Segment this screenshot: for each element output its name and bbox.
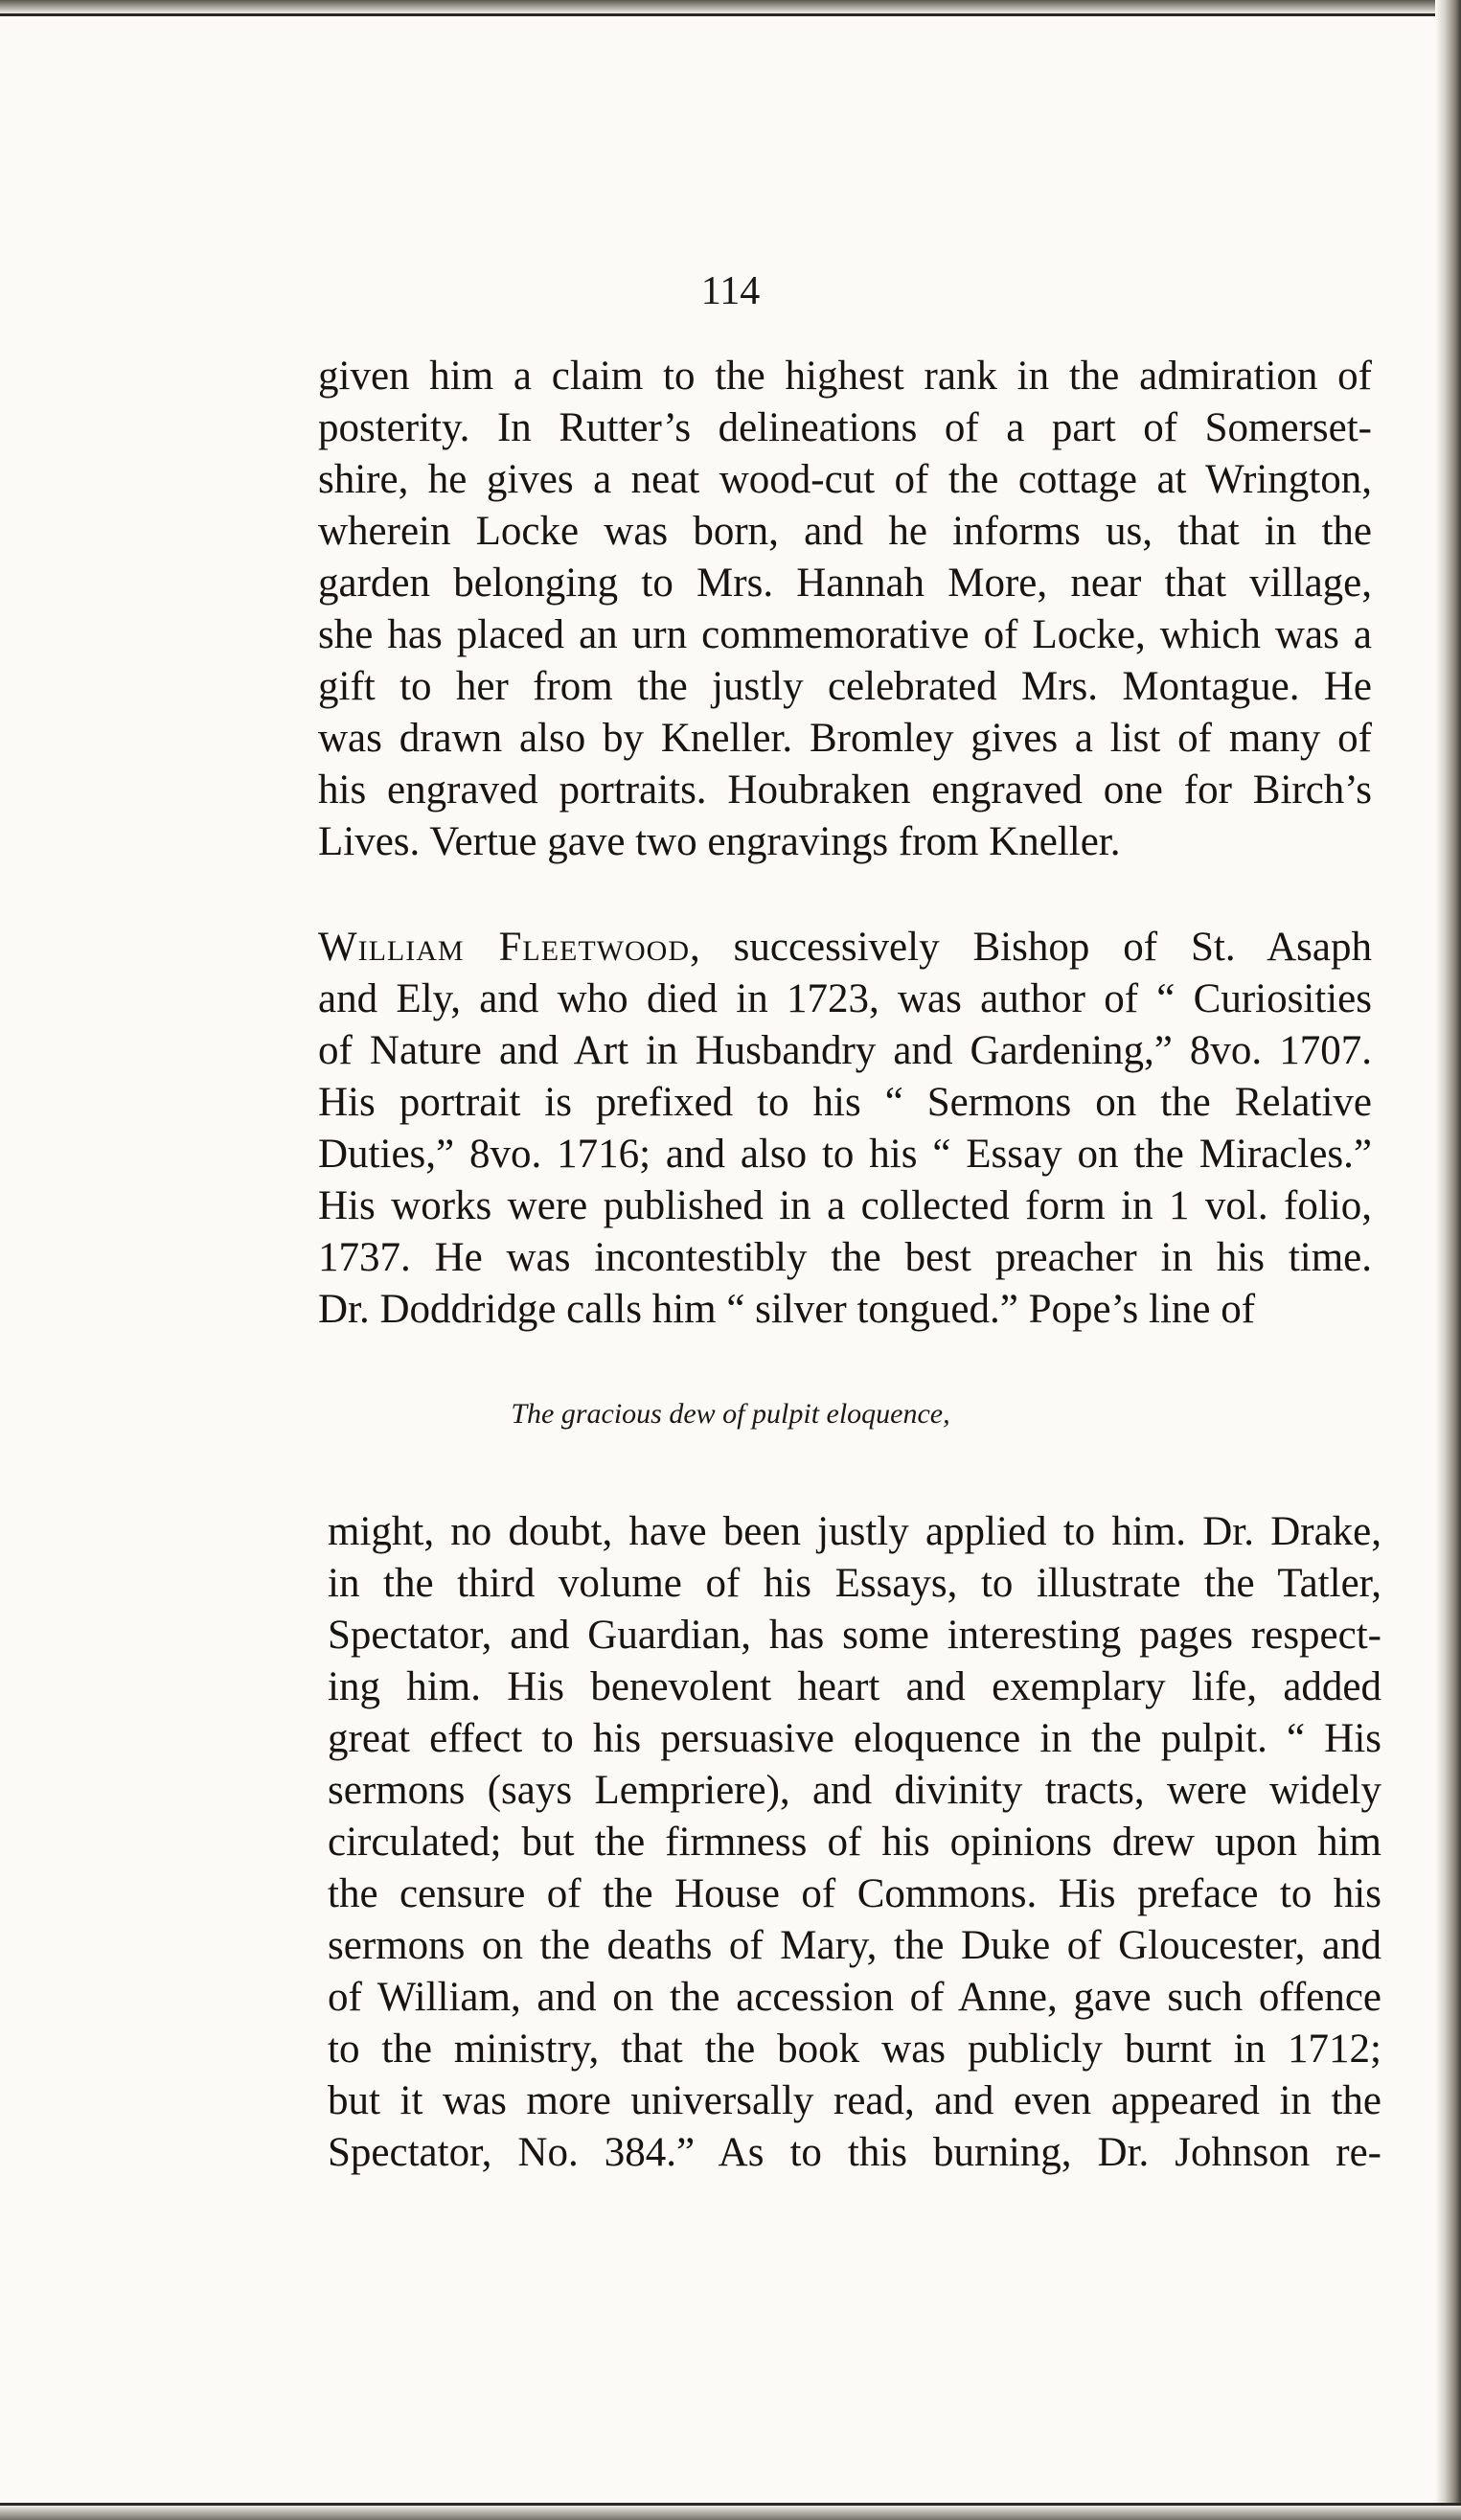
paragraph-line: His works were published in a collected form in 1 vol. folio, [318, 1183, 1372, 1228]
lead-name: William Fleetwood [318, 925, 690, 970]
paragraph-line: garden belonging to Mrs. Hannah More, near that village, [318, 561, 1372, 606]
paragraph-line: Lives. Vertue gave two engravings from Kneller. [318, 819, 1121, 864]
paragraph-line: Spectator, No. 384.” As to this burning, Dr. Johnson re- [328, 2130, 1381, 2175]
paragraph-line: of William, and on the accession of Anne, gave such offence [328, 1975, 1381, 2020]
paragraph-line: might, no doubt, have been justly applied to him. Dr. Drake, [328, 1509, 1381, 1554]
paragraph-line: Dr. Doddridge calls him “ silver tongued.” Pope’s line of [318, 1287, 1256, 1332]
paragraph-first-line [318, 922, 1372, 974]
top-page-edge [0, 0, 1461, 16]
paragraph-line: his engraved portraits. Houbraken engraved one for Birch’s [318, 767, 1372, 813]
paragraph-line: 1737. He was incontestibly the best preacher in his time. [318, 1235, 1372, 1280]
paragraph-line: given him a claim to the highest rank in the admiration of [318, 354, 1372, 399]
paragraph-line: posterity. In Rutter’s delineations of a part of Somerset- [318, 405, 1372, 450]
paragraph-line: ing him. His benevolent heart and exemplary life, added [328, 1664, 1381, 1709]
paragraph-line: to the ministry, that the book was publicly burnt in 1712; [328, 2027, 1381, 2072]
paragraph-locke-portraits [318, 351, 1372, 868]
paragraph-line: circulated; but the firmness of his opinions drew upon him [328, 1820, 1381, 1865]
paragraph-line: sermons on the deaths of Mary, the Duke of Gloucester, and [328, 1923, 1381, 1968]
paragraph-line: but it was more universally read, and even appeared in the [328, 2078, 1381, 2123]
paragraph-line: shire, he gives a neat wood-cut of the cottage at Wrington, [318, 457, 1372, 502]
paragraph-line: sermons (says Lempriere), and divinity tracts, were widely [328, 1768, 1381, 1813]
paragraph-line: Spectator, and Guardian, has some interesting pages respect- [328, 1613, 1381, 1658]
paragraph-line: wherein Locke was born, and he informs us, that in the [318, 509, 1372, 554]
page-number: 114 [700, 269, 761, 313]
paragraph-fleetwood-continued [328, 1506, 1381, 2179]
paragraph-line: and Ely, and who died in 1723, was author of “ Curiosities [318, 976, 1372, 1021]
paragraph-line: great effect to his persuasive eloquence in the pulpit. “ His [328, 1716, 1381, 1761]
first-line-rest: , successively Bishop of St. Asaph [690, 925, 1372, 970]
paragraph-line: she has placed an urn commemorative of Locke, which was a [318, 612, 1372, 657]
paragraph-line: His portrait is prefixed to his “ Sermons on the Relative [318, 1080, 1372, 1125]
paragraph-line: gift to her from the justly celebrated Mrs. Montague. He [318, 664, 1372, 709]
paragraph-william-fleetwood [318, 922, 1372, 1336]
paragraph-line: in the third volume of his Essays, to illustrate the Tatler, [328, 1561, 1381, 1606]
paragraph-line: Duties,” 8vo. 1716; and also to his “ Essay on the Miracles.” [318, 1132, 1372, 1177]
paragraph-line: of Nature and Art in Husbandry and Gardening,” 8vo. 1707. [318, 1028, 1372, 1073]
bottom-page-edge [0, 2503, 1461, 2520]
italic-quotation: The gracious dew of pulpit eloquence, [511, 1398, 950, 1430]
right-page-edge-shadow [1435, 0, 1461, 2520]
paragraph-line: was drawn also by Kneller. Bromley gives a list of many of [318, 716, 1372, 761]
paragraph-line: the censure of the House of Commons. His preface to his [328, 1871, 1381, 1916]
